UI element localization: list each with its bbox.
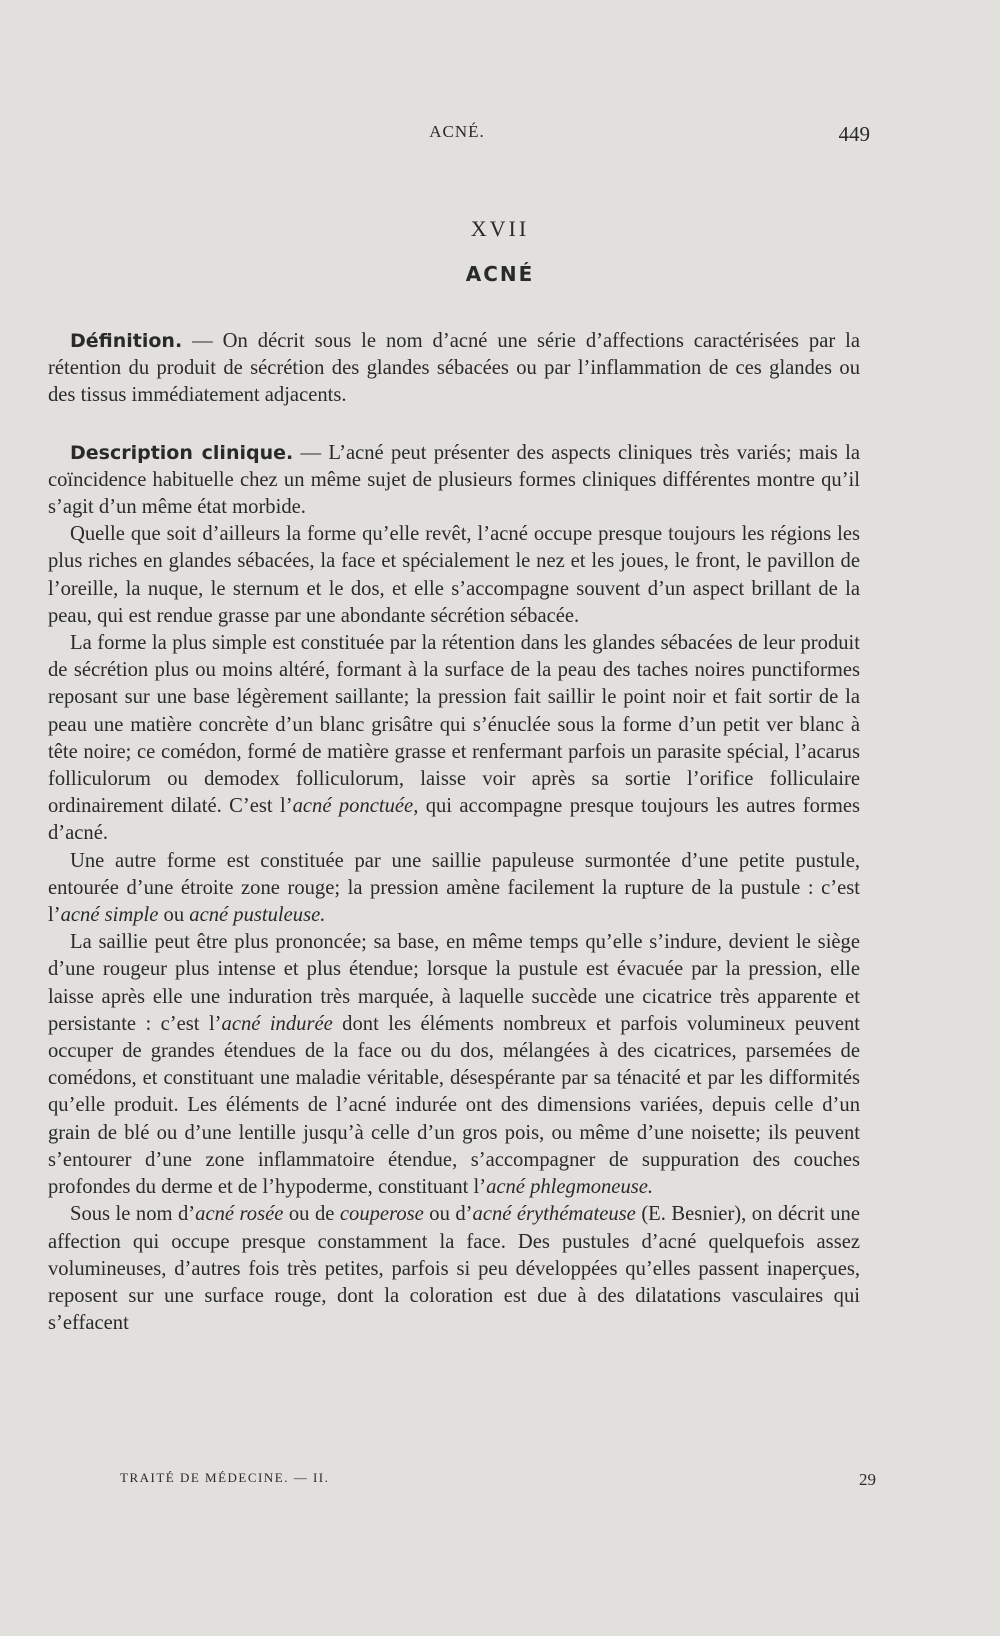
body-text	[48, 328, 860, 1337]
paragraph-acne-induree	[48, 929, 860, 1201]
running-header	[52, 122, 870, 152]
term-couperose: couperose	[339, 1203, 424, 1226]
page-number: 449	[838, 122, 870, 146]
running-title: ACNÉ.	[429, 122, 485, 141]
clinical-paragraph	[48, 440, 860, 522]
text-run: dont les éléments nombreux et parfois volumineux peuvent occuper de grandes étendues de la face ou du dos, mélangées à des cicatrices, parsemées de comédons, et constituant une maladie véritable, désespérante par sa ténacité et par les difformités qu’elle produit. Les éléments de l’acné indurée ont des dimensions variées, depuis celle d’un grain de blé ou d’une lentille jusqu’à celle d’un gros pois, ou même d’une noisette; ils peuvent s’entourer d’une zone inflammatoire étendue, s’accompagner de suppuration des couches profondes du derme et de l’hypoderme, constituant l’	[48, 1012, 860, 1199]
text-run: Une autre forme est constituée par une saillie papuleuse surmontée d’une petite pustule, entourée d’une étroite zone rouge; la pression amène facilement la rupture de la pustule : c’est l’	[48, 849, 860, 927]
text-run: La forme la plus simple est constituée par la rétention dans les glandes sébacées de leur produit de sécrétion plus ou moins altéré, formant à la surface de la peau des taches noires punctiformes reposant sur une base légèrement saillante; la pression fait saillir le point noir et fait sortir de la peau une matière concrète d’un blanc grisâtre qui s’énuclée sous la forme d’un petit ver blanc à tête noire; ce comédon, formé de matière grasse et renfermant parfois un parasite spécial, l’acarus folliculorum ou demodex folliculorum, laisse voir après sa sortie l’orifice folliculaire ordinairement dilaté. C’est l’	[48, 632, 860, 818]
paragraph-acne-ponctuee	[48, 630, 860, 848]
term-acne-induree: acné indurée	[221, 1012, 333, 1035]
text-run: ou d’	[423, 1203, 473, 1226]
text-run: ou de	[283, 1203, 340, 1226]
term-acne-pustuleuse: acné pustuleuse.	[189, 904, 326, 927]
term-acne-ponctuee: acné ponctuée	[292, 795, 414, 818]
chapter-title: ACNÉ	[465, 262, 535, 286]
definition-paragraph	[48, 328, 860, 410]
definition-text: — On décrit sous le nom d’acné une série d’affections caractérisées par la rétention du produit de sécrétion des glandes sébacées ou par l’inflammation de ces glandes ou des tissus immédiatement adjacents.	[48, 330, 860, 407]
text-run: , qui accompagne presque toujours les autres formes d’acné.	[48, 795, 860, 845]
chapter-number: XVII	[470, 216, 530, 241]
paragraph-acne-simple	[48, 848, 860, 930]
term-acne-phlegmoneuse: acné phlegmoneuse.	[486, 1176, 654, 1199]
text-run: (E. Besnier), on décrit une affection qui occupe presque constamment la face. Des pustules d’acné quelquefois assez volumineuses, d’autres fois très petites, parfois si peu développées qu’elles passent inaperçues, reposent sur une surface rouge, dont la coloration est due à des dilatations vasculaires qui s’effacent	[48, 1203, 860, 1335]
footer-signature: 29	[859, 1470, 876, 1489]
definition-heading: Définition.	[70, 330, 183, 352]
footer-book-title: TRAITÉ DE MÉDECINE. — II.	[120, 1470, 330, 1485]
term-acne-erythemateuse: acné érythémateuse	[472, 1203, 636, 1226]
page-footer	[120, 1470, 876, 1494]
text-run: Sous le nom d’	[70, 1203, 196, 1226]
paragraph-acne-rosee	[48, 1201, 860, 1337]
term-acne-rosee: acné rosée	[195, 1203, 284, 1226]
paragraph-locations: Quelle que soit d’ailleurs la forme qu’elle revêt, l’acné occupe presque toujours les régions les plus riches en glandes sébacées, la face et spécialement le nez et les joues, le front, le pavillon de l’oreille, la nuque, le sternum et le dos, et elle s’accompagne souvent d’un aspect brillant de la peau, qui est rendue grasse par une abondante sécrétion sébacée.	[48, 523, 860, 627]
clinical-text: — L’acné peut présenter des aspects cliniques très variés; mais la coïncidence habituelle chez un même sujet de plusieurs formes cliniques différentes montre qu’il s’agit d’un même état morbide.	[48, 441, 860, 519]
text-run: La saillie peut être plus prononcée; sa base, en même temps qu’elle s’indure, devient le siège d’une rougeur plus intense et plus étendue; lorsque la pustule est évacuée par la pression, elle laisse après elle une induration très marquée, à laquelle succède une cicatrice très apparente et persistante : c’est l’	[48, 931, 860, 1035]
clinical-heading: Description clinique.	[70, 441, 294, 464]
term-acne-simple: acné simple	[60, 904, 159, 927]
text-run: ou	[158, 904, 190, 927]
